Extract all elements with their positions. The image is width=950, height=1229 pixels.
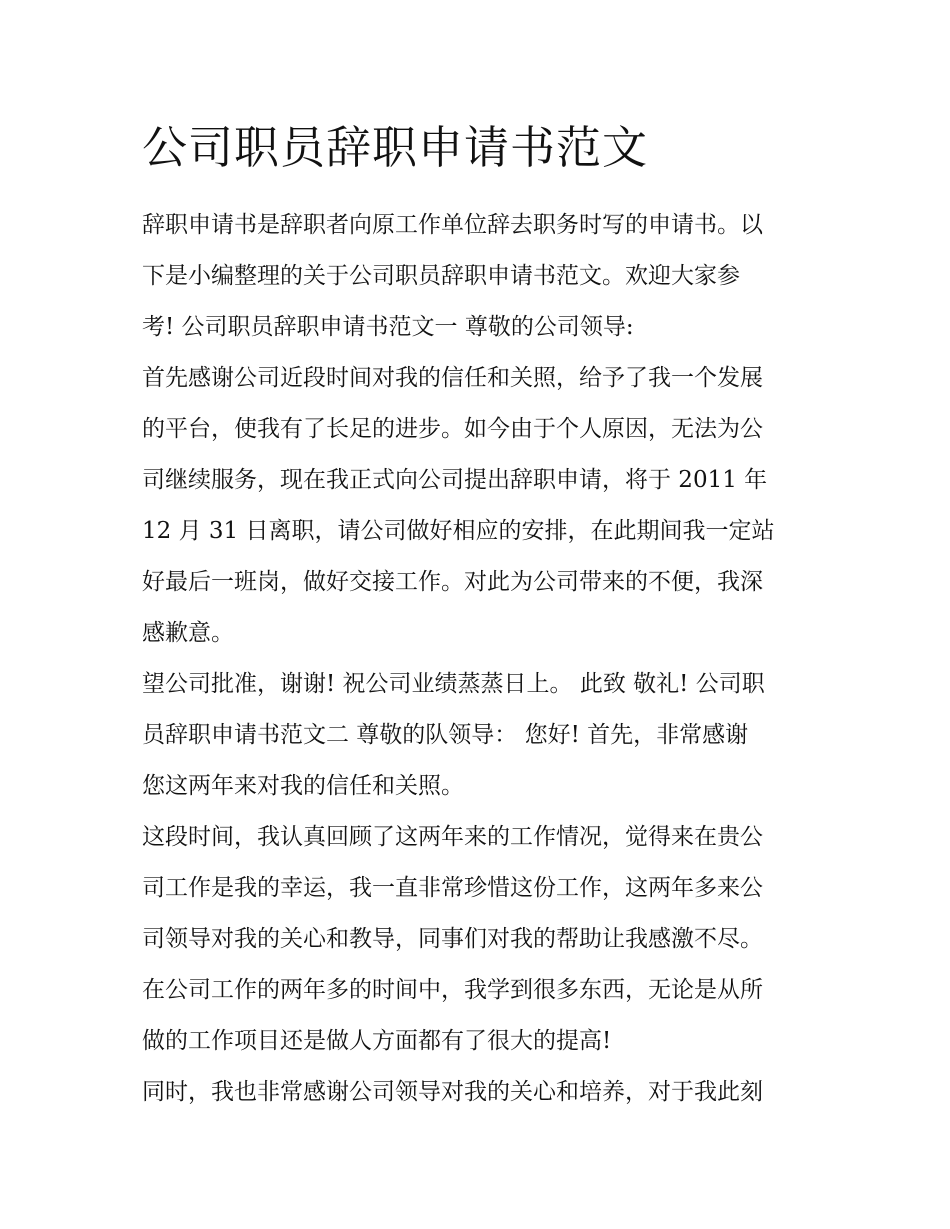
document-title: 公司职员辞职申请书范文 [142,121,649,174]
body-line: 望公司批准，谢谢! 祝公司业绩蒸蒸日上。 此致 敬礼! 公司职 [142,671,765,697]
body-line: 这段时间，我认真回顾了这两年来的工作情况，觉得来在贵公 [142,824,763,850]
body-line: 的平台，使我有了长足的进步。如今由于个人原因，无法为公 [142,416,763,442]
body-line: 做的工作项目还是做人方面都有了很大的提高! [142,1028,612,1054]
body-line: 同时，我也非常感谢公司领导对我的关心和培养，对于我此刻 [142,1079,763,1105]
body-line: 辞职申请书是辞职者向原工作单位辞去职务时写的申请书。以 [142,212,763,238]
body-line: 您这两年来对我的信任和关照。 [142,773,464,799]
body-line: 首先感谢公司近段时间对我的信任和关照，给予了我一个发展 [142,365,763,391]
body-line: 12 月 31 日离职，请公司做好相应的安排，在此期间我一定站 [142,518,775,544]
body-line: 司领导对我的关心和教导，同事们对我的帮助让我感激不尽。 [142,926,763,952]
document-body [142,200,822,1118]
body-line: 员辞职申请书范文二 尊敬的队领导： 您好! 首先，非常感谢 [142,722,749,748]
body-line: 好最后一班岗，做好交接工作。对此为公司带来的不便，我深 [142,569,763,595]
body-line: 司工作是我的幸运，我一直非常珍惜这份工作，这两年多来公 [142,875,763,901]
body-line: 在公司工作的两年多的时间中，我学到很多东西，无论是从所 [142,977,763,1003]
body-line: 考! 公司职员辞职申请书范文一 尊敬的公司领导: [142,314,634,340]
document-page [142,118,822,1118]
body-line: 司继续服务，现在我正式向公司提出辞职申请，将于 2011 年 [142,467,768,493]
body-line: 感歉意。 [142,620,234,646]
body-line: 下是小编整理的关于公司职员辞职申请书范文。欢迎大家参 [142,263,740,289]
